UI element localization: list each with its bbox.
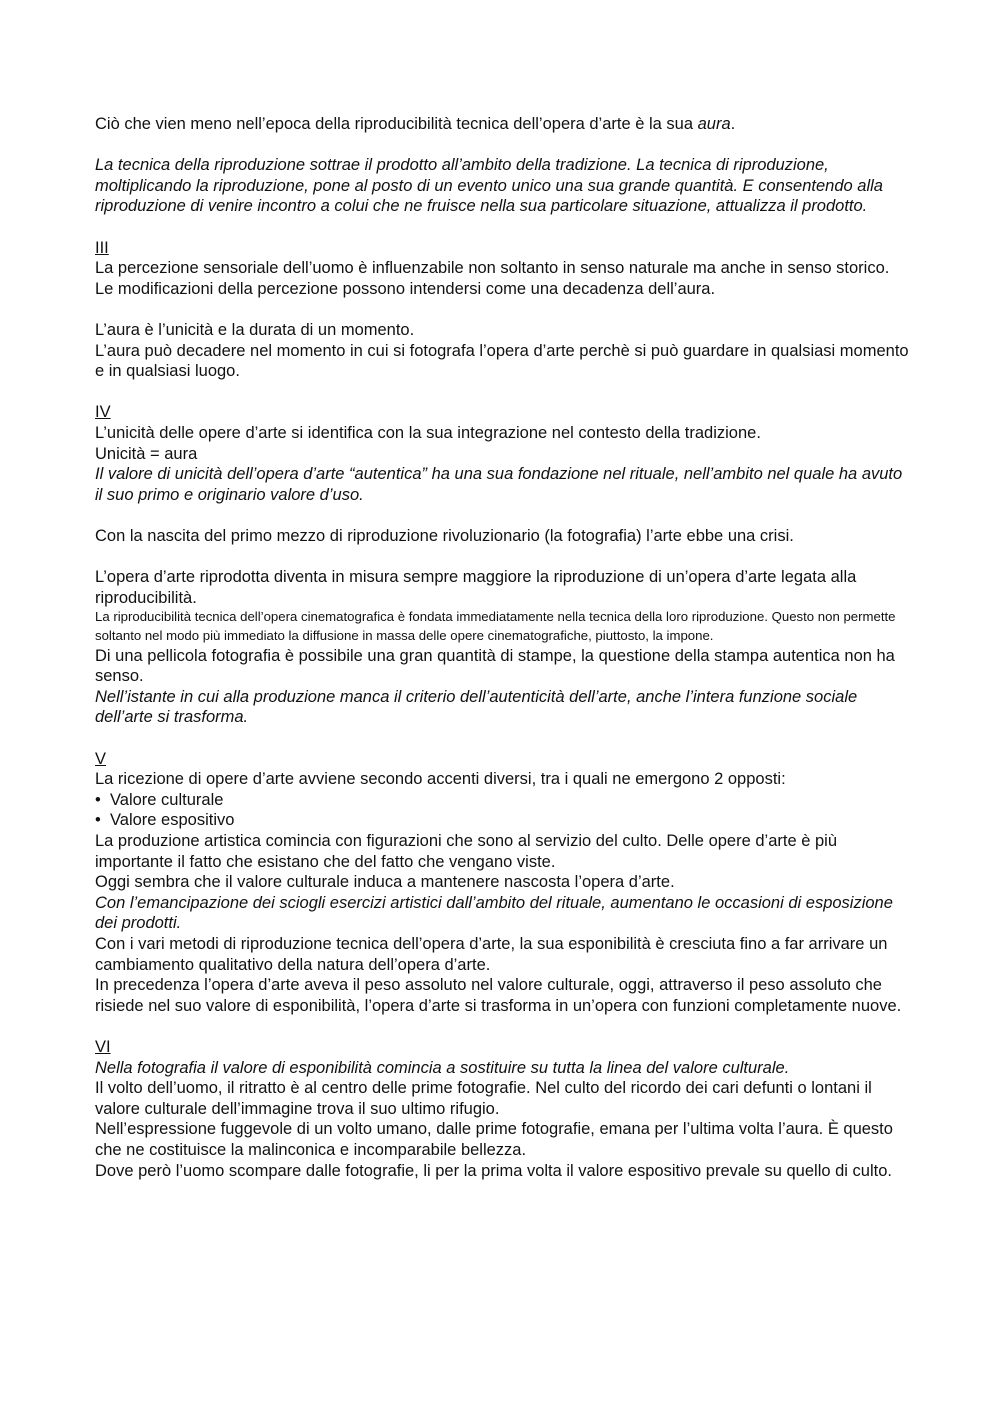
paragraph-unicita-aura: Unicità = aura — [95, 444, 198, 463]
paragraph-cinematografica: La riproducibilità tecnica dell’opera cinematografica è fondata immediatamente nella tecnica della loro riproduzione. Questo non permette soltanto nel modo più immediato la diffusione in massa delle opere cinematografiche, piuttosto, la impone. — [95, 609, 896, 643]
paragraph-produzione-artistica: La produzione artistica comincia con figurazioni che sono al servizio del culto. Delle opere d’arte è più importante il fatto che esistano che del fatto che vengano viste. — [95, 832, 837, 871]
text: Ciò che vien meno nell’epoca della riproducibilità tecnica dell’opera d’arte è la sua — [95, 115, 698, 133]
section-heading-vi: VI — [95, 1037, 111, 1056]
paragraph-ricezione: La ricezione di opere d’arte avviene secondo accenti diversi, tra i quali ne emergono 2 opposti: — [95, 770, 786, 789]
paragraph-istante-produzione: Nell’istante in cui alla produzione manca il criterio dell’autenticità dell’arte, anche l’intera funzione sociale dell’arte si trasforma. — [95, 687, 858, 727]
list-item: • Valore espositivo — [95, 810, 910, 831]
paragraph-volto-uomo: Il volto dell’uomo, il ritratto è al centro delle prime fotografie. Nel culto del ricordo dei cari defunti o lontani il valore culturale dell’immagine trova il suo ultimo rifugio. — [95, 1079, 872, 1118]
paragraph-modificazioni: Le modificazioni della percezione possono intendersi come una decadenza dell’aura. — [95, 279, 716, 298]
paragraph-aura-decadere: L’aura può decadere nel momento in cui si fotografa l’opera d’arte perchè si può guardare in qualsiasi momento e in qualsiasi luogo. — [95, 341, 909, 381]
paragraph-oggi-valore: Oggi sembra che il valore culturale induca a mantenere nascosta l’opera d’arte. — [95, 873, 675, 892]
paragraph-metodi-riproduzione: Con i vari metodi di riproduzione tecnica dell’opera d’arte, la sua esponibilità è cresciuta fino a far arrivare un cambiamento qualitativo della natura dell’opera d’arte. — [95, 934, 888, 974]
section-heading-v: V — [95, 749, 107, 768]
paragraph-opera-riprodotta: L’opera d’arte riprodotta diventa in misura sempre maggiore la riproduzione di un’opera d’arte legata alla riproducibilità. — [95, 568, 857, 607]
list-item: • Valore culturale — [95, 790, 910, 811]
paragraph-pellicola: Di una pellicola fotografia è possibile una gran quantità di stampe, la questione della stampa autentica non ha senso. — [95, 646, 895, 686]
paragraph-tecnica-riproduzione: La tecnica della riproduzione sottrae il prodotto all’ambito della tradizione. La tecnica di riproduzione, moltiplicando la riproduzione, pone al posto di un evento unico una sua grande quantità. E consentendo alla riproduzione di venire incontro a colui che ne fruisce nella sua particolare situazione, attualizza il prodotto. — [95, 156, 883, 216]
paragraph-emancipazione: Con l’emancipazione dei sciogli esercizi artistici dall’ambito del rituale, aumentano le occasioni di esposizione dei prodotti. — [95, 893, 893, 933]
italic-word-aura: aura — [697, 115, 731, 133]
text: . — [730, 115, 736, 133]
paragraph-fotografia-esponibilita: Nella fotografia il valore di esponibilità comincia a sostituire su tutta la linea del valore culturale. — [95, 1058, 790, 1077]
paragraph-percezione: La percezione sensoriale dell’uomo è influenzabile non soltanto in senso naturale ma anche in senso storico. — [95, 259, 890, 278]
paragraph-valore-unicita: Il valore di unicità dell’opera d’arte “autentica” ha una sua fondazione nel rituale, nell’ambito nel quale ha avuto il suo primo e originario valore d’uso. — [95, 465, 903, 504]
paragraph-espressione-fuggevole: Nell’espressione fuggevole di un volto umano, dalle prime fotografie, emana per l’ultima volta l’aura. È questo che ne costituisce la malinconica e incomparabile bellezza. — [95, 1120, 893, 1159]
paragraph-aura-intro — [95, 114, 910, 135]
paragraph-uomo-scompare: Dove però l’uomo scompare dalle fotografie, li per la prima volta il valore espositivo prevale su quello di culto. — [95, 1161, 892, 1180]
section-heading-iii: III — [95, 238, 109, 257]
document-page — [95, 114, 910, 1181]
paragraph-nascita-fotografia: Con la nascita del primo mezzo di riproduzione rivoluzionario (la fotografia) l’arte ebbe una crisi. — [95, 526, 794, 545]
paragraph-in-precedenza: In precedenza l’opera d’arte aveva il peso assoluto nel valore culturale, oggi, attraverso il peso assoluto che risiede nel suo valore di esponibilità, l’opera d’arte si trasforma in un’opera con funzioni completamente nuove. — [95, 976, 902, 1015]
paragraph-unicita-opere: L’unicità delle opere d’arte si identifica con la sua integrazione nel contesto della tradizione. — [95, 423, 761, 442]
paragraph-aura-unicita: L’aura è l’unicità e la durata di un momento. — [95, 320, 415, 339]
section-heading-iv: IV — [95, 403, 111, 422]
